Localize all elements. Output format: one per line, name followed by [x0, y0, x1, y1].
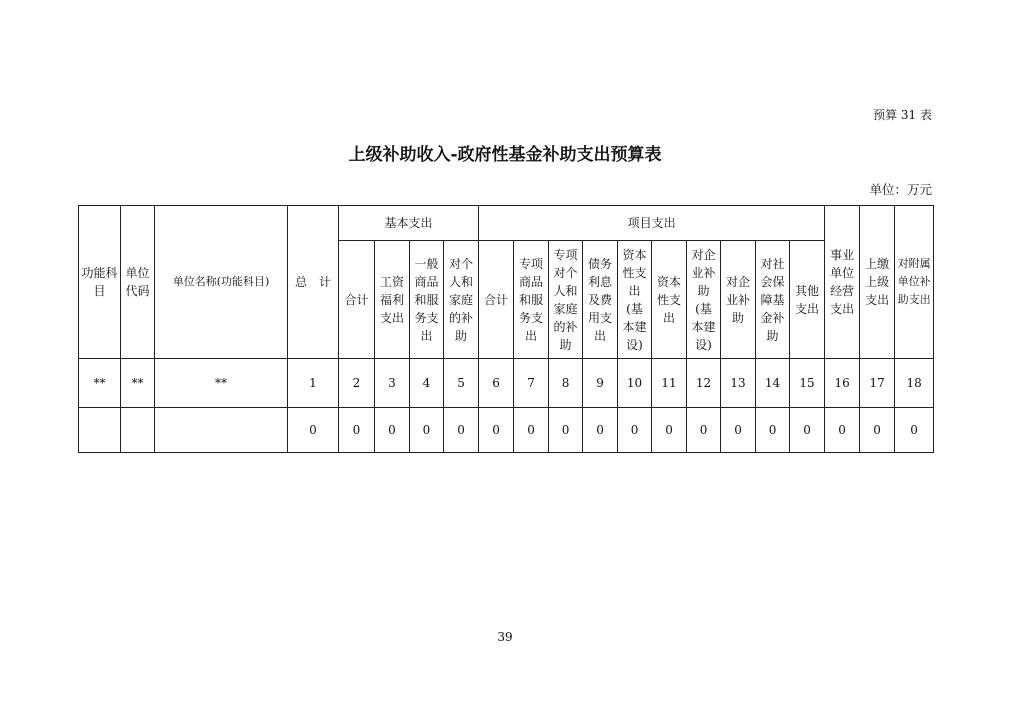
index-cell: 9: [583, 359, 618, 408]
header-affiliate: 对附属单位补助支出: [895, 206, 934, 359]
index-cell: 8: [549, 359, 583, 408]
data-cell: 0: [721, 408, 756, 453]
header-project-9: 其他支出: [790, 241, 825, 359]
header-basic-1: 工资福利支出: [375, 241, 410, 359]
page-title: 上级补助收入-政府性基金补助支出预算表: [348, 145, 662, 165]
index-unit-code: **: [121, 359, 155, 408]
header-project-2: 专项对个人和家庭的补助: [549, 241, 583, 359]
header-project-group: 项目支出: [479, 206, 825, 241]
data-cell: 0: [444, 408, 479, 453]
index-cell: 1: [288, 359, 339, 408]
header-func-subject: 功能科目: [79, 206, 121, 359]
index-cell: 17: [860, 359, 895, 408]
header-basic-3: 对个人和家庭的补助: [444, 241, 479, 359]
header-unit-code: 单位代码: [121, 206, 155, 359]
index-row: [79, 359, 934, 408]
header-upper-pay: 上缴上级支出: [860, 206, 895, 359]
index-cell: 5: [444, 359, 479, 408]
index-cell: 4: [410, 359, 444, 408]
header-project-5: 资本性支出: [652, 241, 687, 359]
header-basic-group: 基本支出: [339, 206, 479, 241]
index-cell: 12: [687, 359, 721, 408]
data-unit-code: [121, 408, 155, 453]
index-cell: 2: [339, 359, 375, 408]
index-unit-name: **: [155, 359, 288, 408]
data-cell: 0: [549, 408, 583, 453]
index-cell: 14: [756, 359, 790, 408]
header-basic-2: 一般商品和服务支出: [410, 241, 444, 359]
header-unit-name: 单位名称(功能科目): [155, 206, 288, 359]
data-cell: 0: [687, 408, 721, 453]
data-func-subject: [79, 408, 121, 453]
header-project-0: 合计: [479, 241, 514, 359]
data-cell: 0: [339, 408, 375, 453]
index-func-subject: **: [79, 359, 121, 408]
data-unit-name: [155, 408, 288, 453]
data-cell: 0: [288, 408, 339, 453]
header-total: 总 计: [288, 206, 339, 359]
data-cell: 0: [618, 408, 652, 453]
index-cell: 15: [790, 359, 825, 408]
index-cell: 13: [721, 359, 756, 408]
data-cell: 0: [756, 408, 790, 453]
data-cell: 0: [375, 408, 410, 453]
index-cell: 11: [652, 359, 687, 408]
data-cell: 0: [410, 408, 444, 453]
data-cell: 0: [583, 408, 618, 453]
page-number: 39: [497, 630, 513, 644]
index-cell: 10: [618, 359, 652, 408]
header-basic-0: 合计: [339, 241, 375, 359]
table-number: 预算 31 表: [873, 108, 932, 122]
unit-label: 单位：万元: [869, 182, 932, 197]
budget-table: [78, 205, 934, 453]
data-cell: 0: [479, 408, 514, 453]
data-cell: 0: [895, 408, 934, 453]
index-cell: 16: [825, 359, 860, 408]
header-row-1: [79, 206, 934, 241]
index-cell: 3: [375, 359, 410, 408]
index-cell: 6: [479, 359, 514, 408]
header-project-6: 对企业补助(基本建设): [687, 241, 721, 359]
data-cell: 0: [825, 408, 860, 453]
header-project-3: 债务利息及费用支出: [583, 241, 618, 359]
header-project-8: 对社会保障基金补助: [756, 241, 790, 359]
data-cell: 0: [514, 408, 549, 453]
index-cell: 7: [514, 359, 549, 408]
data-cell: 0: [860, 408, 895, 453]
index-cell: 18: [895, 359, 934, 408]
data-cell: 0: [652, 408, 687, 453]
data-cell: 0: [790, 408, 825, 453]
header-business: 事业单位经营支出: [825, 206, 860, 359]
header-project-4: 资本性支出(基本建设): [618, 241, 652, 359]
header-project-7: 对企业补助: [721, 241, 756, 359]
header-project-1: 专项商品和服务支出: [514, 241, 549, 359]
data-row: [79, 408, 934, 453]
